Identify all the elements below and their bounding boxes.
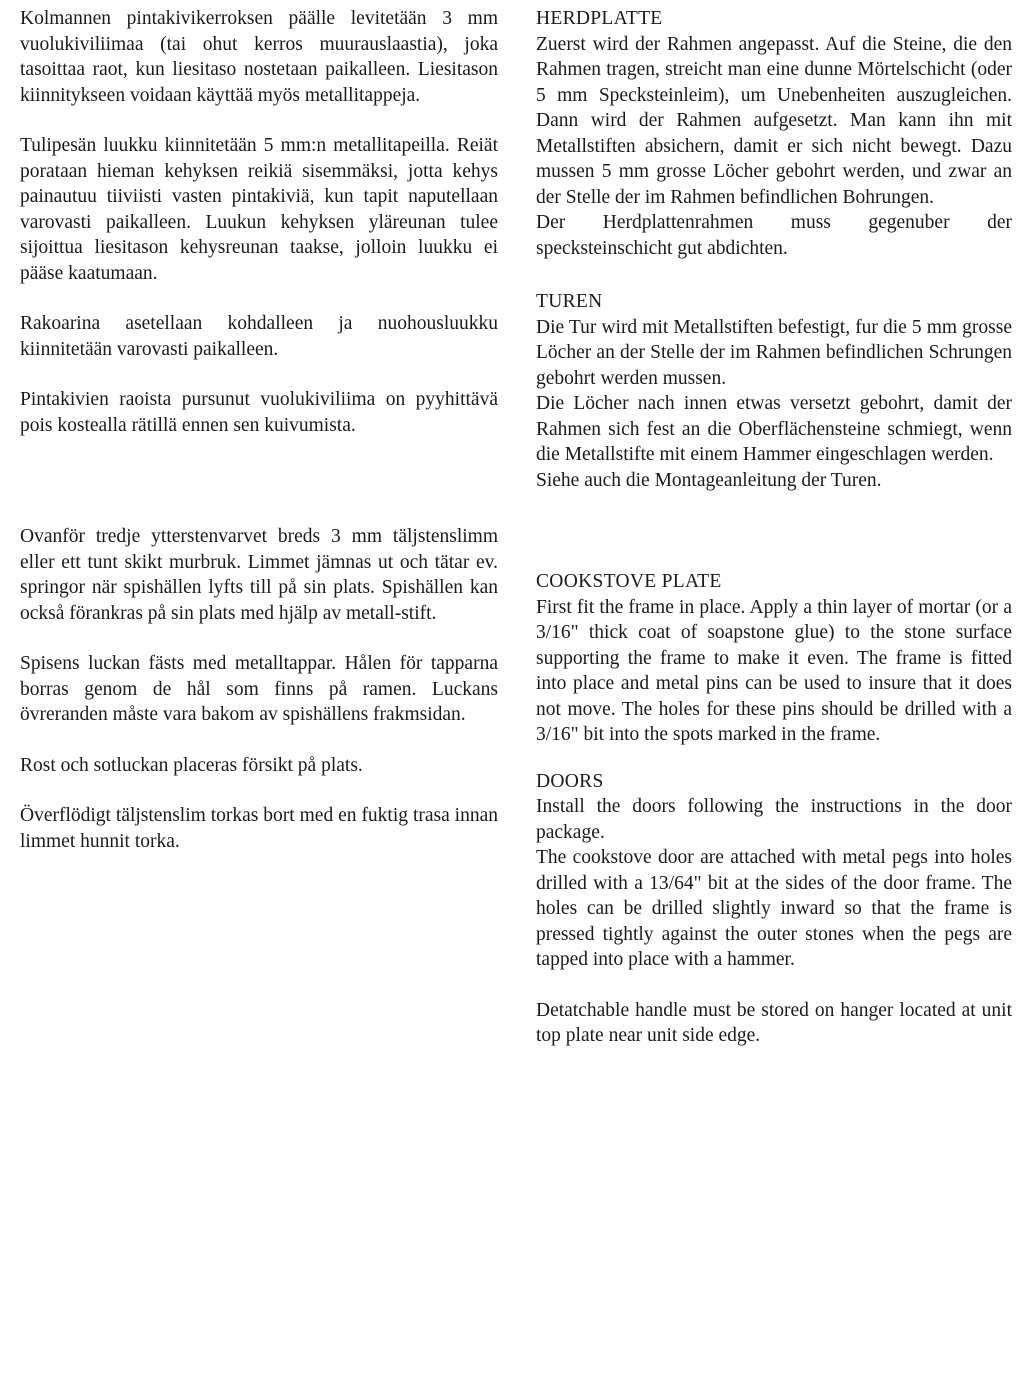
- finnish-paragraph-1: Kolmannen pintakivikerroksen päälle levitetään 3 mm vuolukiviliimaa (tai ohut kerros muurauslaastia), joka tasoittaa raot, kun liesitaso nostetaan paikalleen. Liesitason kiinnitykseen voidaan käyttää myös metallitappeja.: [20, 8, 498, 106]
- doors-heading: DOORS: [536, 770, 604, 792]
- right-column: [536, 6, 1012, 1049]
- swedish-paragraph-4: Överflödigt täljstenslim torkas bort med en fuktig trasa innan limmet hunnit torka.: [20, 805, 498, 852]
- turen-paragraph-3: Siehe auch die Montageanleitung der Turen.: [536, 469, 882, 491]
- swedish-paragraph-1: Ovanför tredje ytterstenvarvet breds 3 mm täljstenslimm eller ett tunt skikt murbruk. Limmet jämnas ut och tätar ev. springor när spishällen lyfts till på sin plats. Spishällen kan också förankras på sin plats med hjälp av metall-stift.: [20, 526, 498, 624]
- doors-paragraph-2: The cookstove door are attached with metal pegs into holes drilled with a 13/64" bit at the sides of the door frame. The holes can be drilled slightly inward so that the frame is pressed tightly against the outer stones when the pegs are tapped into place with a hammer.: [536, 847, 1012, 970]
- turen-paragraph-1: Die Tur wird mit Metallstiften befestigt, fur die 5 mm grosse Löcher an der Stelle der im Rahmen befindlichen Schrungen gebohrt werden mussen.: [536, 316, 1012, 389]
- finnish-paragraph-2: Tulipesän luukku kiinnitetään 5 mm:n metallitapeilla. Reiät porataan hieman kehyksen reikiä sisemmäksi, jotta kehys painautuu tiiviisti vasten pintakiviä, kun tapit naputellaan varovasti paikalleen. Luukun kehyksen yläreunan tulee sijoittua liesitason kehysreunan taakse, jolloin luukku ei pääse kaatumaan.: [20, 135, 498, 284]
- handle-note: Detatchable handle must be stored on hanger located at unit top plate near unit side edge.: [536, 999, 1012, 1046]
- finnish-section: [20, 6, 498, 438]
- cookstove-plate-paragraph-1: First fit the frame in place. Apply a thin layer of mortar (or a 3/16" thick coat of soapstone glue) to the stone surface supporting the frame to make it even. The frame is fitted into place and metal pins can be used to insure that it does not move. The holes for these pins should be drilled with a 3/16" bit into the spots marked in the frame.: [536, 596, 1012, 745]
- swedish-paragraph-2: Spisens luckan fästs med metalltappar. Hålen för tapparna borras genom de hål som finns på ramen. Luckans övreranden måste vara bakom av spishällens frakmsidan.: [20, 653, 498, 725]
- german-turen-section: [536, 289, 1012, 493]
- cookstove-plate-heading: COOKSTOVE PLATE: [536, 571, 722, 592]
- swedish-paragraph-3: Rost och sotluckan placeras försikt på plats.: [20, 754, 363, 776]
- finnish-paragraph-4: Pintakivien raoista pursunut vuolukiviliima on pyyhittävä pois kostealla rätillä ennen sen kuivumista.: [20, 389, 498, 436]
- swedish-section: [20, 524, 498, 854]
- english-doors-section: [536, 769, 1012, 973]
- herdplatte-paragraph-1: Zuerst wird der Rahmen angepasst. Auf die Steine, die den Rahmen tragen, streicht man eine dunne Mörtelschicht (oder 5 mm Specksteinleim), um Unebenheiten auszugleichen. Dann wird der Rahmen aufgesetzt. Man kann ihn mit Metallstiften absichern, damit er sich nicht bewegt. Dazu mussen 5 mm grosse Löcher gebohrt werden, und zwar an der Stelle der im Rahmen befindlichen Bohrungen.: [536, 33, 1012, 208]
- doors-paragraph-1: Install the doors following the instructions in the door package.: [536, 796, 1012, 843]
- english-cookstove-plate-section: [536, 569, 1012, 748]
- german-herdplatte-section: [536, 6, 1012, 261]
- turen-heading: TUREN: [536, 291, 603, 312]
- herdplatte-paragraph-2: Der Herdplattenrahmen muss gegenuber der specksteinschicht gut abdichten.: [536, 212, 1012, 259]
- herdplatte-heading: HERDPLATTE: [536, 8, 663, 29]
- left-column: [20, 6, 498, 854]
- finnish-paragraph-3: Rakoarina asetellaan kohdalleen ja nuohousluukku kiinnitetään varovasti paikalleen.: [20, 313, 498, 360]
- turen-paragraph-2: Die Löcher nach innen etwas versetzt gebohrt, damit der Rahmen sich fest an die Oberflächensteine schmiegt, wenn die Metallstifte mit einem Hammer eingeschlagen werden.: [536, 393, 1012, 465]
